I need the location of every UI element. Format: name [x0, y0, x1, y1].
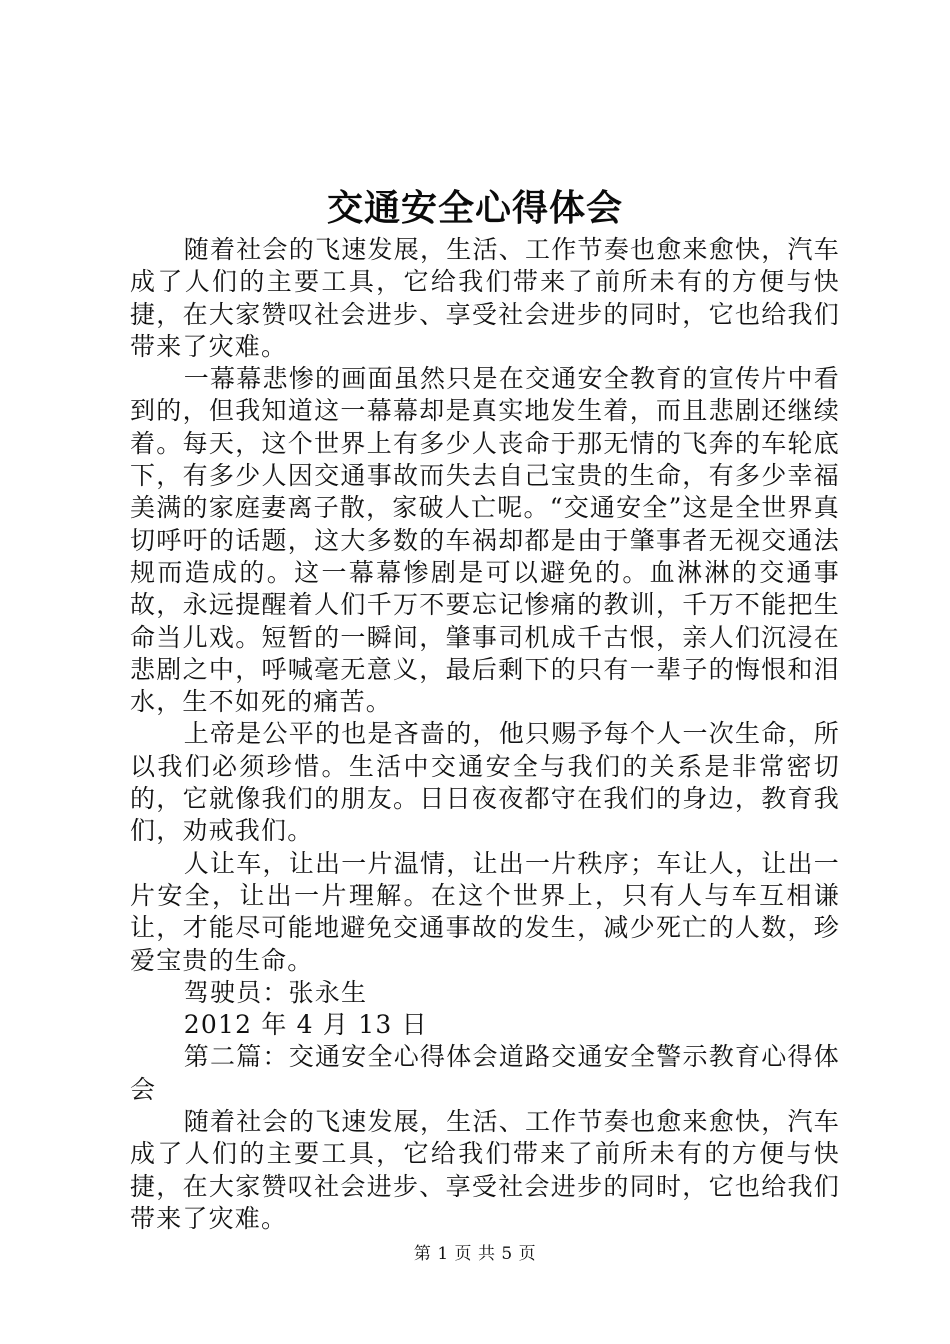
paragraph-tragedy: 一幕幕悲惨的画面虽然只是在交通安全教育的宣传片中看到的，但我知道这一幕幕却是真实地发生着，而且悲剧还继续着。每天，这个世界上有多少人丧命于那无情的飞奔的车轮底下，有多少人因交通事故而失去自己宝贵的生命，有多少幸福美满的家庭妻离子散，家破人亡呢。“交通安全”这是全世界真切呼吁的话题，这大多数的车祸却都是由于肇事者无视交通法规而造成的。这一幕幕惨剧是可以避免的。血淋淋的交通事故，永远提醒着人们千万不要忘记惨痛的教训，千万不能把生命当儿戏。短暂的一瞬间，肇事司机成千古恨，亲人们沉浸在悲剧之中，呼喊毫无意义，最后剩下的只有一辈子的悔恨和泪水，生不如死的痛苦。 — [130, 364, 840, 717]
date-line: 2012 年 4 月 13 日 — [183, 1010, 428, 1040]
paragraph-intro: 随着社会的飞速发展，生活、工作节奏也愈来愈快，汽车成了人们的主要工具，它给我们带来了前所未有的方便与快捷，在大家赞叹社会进步、享受社会进步的同时，它也给我们带来了灾难。 — [130, 235, 840, 361]
paragraph-life: 上帝是公平的也是吝啬的，他只赐予每个人一次生命，所以我们必须珍惜。生活中交通安全与我们的关系是非常密切的，它就像我们的朋友。日日夜夜都守在我们的身边，教育我们，劝戒我们。 — [130, 719, 840, 846]
second-article-heading: 第二篇：交通安全心得体会道路交通安全警示教育心得体会 — [130, 1042, 840, 1104]
paragraph-yield: 人让车，让出一片温情，让出一片秩序；车让人，让出一片安全，让出一片理解。在这个世界上，只有人与车互相谦让，才能尽可能地避免交通事故的发生，减少死亡的人数，珍爱宝贵的生命。 — [130, 848, 840, 975]
document-body — [130, 234, 840, 1235]
page-title: 交通安全心得体会 — [326, 188, 623, 229]
page-footer: 第 1 页 共 5 页 — [413, 1244, 537, 1264]
paragraph-second-intro: 随着社会的飞速发展，生活、工作节奏也愈来愈快，汽车成了人们的主要工具，它给我们带来了前所未有的方便与快捷，在大家赞叹社会进步、享受社会进步的同时，它也给我们带来了灾难。 — [130, 1107, 840, 1233]
signature-line: 驾驶员：张永生 — [183, 977, 368, 1007]
